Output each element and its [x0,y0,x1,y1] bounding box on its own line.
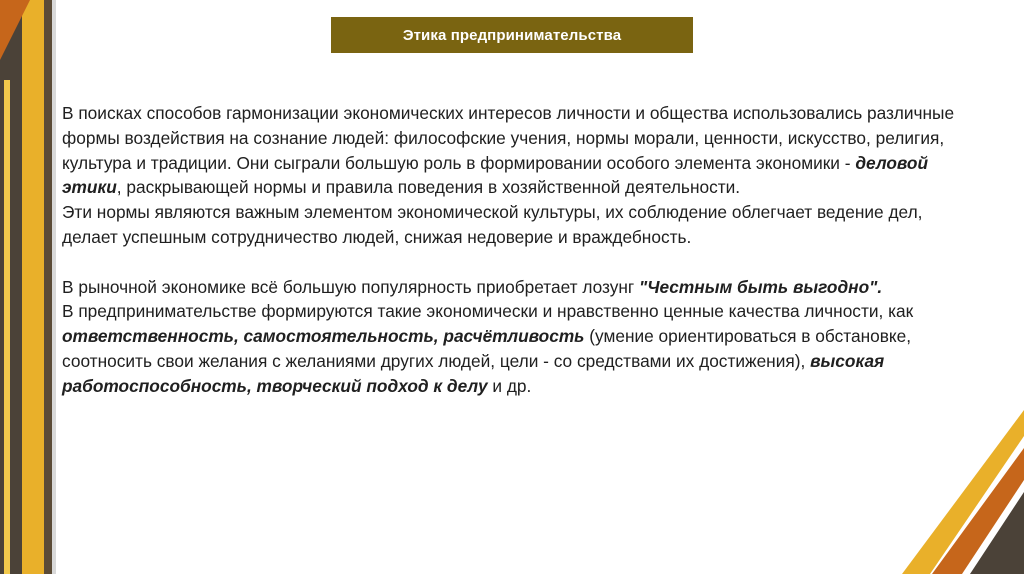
slide-title: Этика предпринимательства [331,17,693,53]
slide-body [62,101,972,399]
paragraph-gap [62,250,972,275]
paragraph-4-emphasis-2: высокая работоспособность, творческий подход к делу [62,350,885,396]
paragraph-4-text: В предпринимательстве формируются такие экономически и нравственно ценные качества личности, как [62,301,914,322]
paragraph-4-text-end: и др. [487,375,532,396]
slogan: "Честным быть выгодно". [639,276,883,297]
paragraph-4-emphasis-1: ответственность, самостоятельность, расчётливость [62,326,585,347]
paragraph-3 [62,275,972,300]
paragraph-3-text: В рыночной экономике всё большую популярность приобретает лозунг [62,276,640,297]
paragraph-1-text: В поисках способов гармонизации экономических интересов личности и общества использовались различные формы воздействия на сознание людей: философские учения, нормы морали, ценности, искусство, религия, культура и традиции. Они сыграли большую роль в формировании особого элемента экономики - [62,103,955,173]
paragraph-1-emphasis: деловой этики [62,152,929,198]
left-stripe-gold-wide [22,0,44,574]
paragraph-4 [62,299,972,398]
paragraph-1 [62,101,972,200]
left-stripe-gold-thin [4,80,10,574]
left-stripe-brown [44,0,52,574]
paragraph-4-text-middle: (умение ориентироваться в обстановке, соотносить свои желания с желаниями других людей, цели - со средствами их достижения), [62,326,912,371]
paragraph-2: Эти нормы являются важным элементом экономической культуры, их соблюдение облегчает ведение дел, делает успешным сотрудничество людей, снижая недоверие и враждебность. [62,202,923,247]
left-stripe-dark [0,0,22,574]
left-stripe-shadow [52,0,56,574]
paragraph-1-text-end: , раскрывающей нормы и правила поведения в хозяйственной деятельности. [116,177,741,198]
